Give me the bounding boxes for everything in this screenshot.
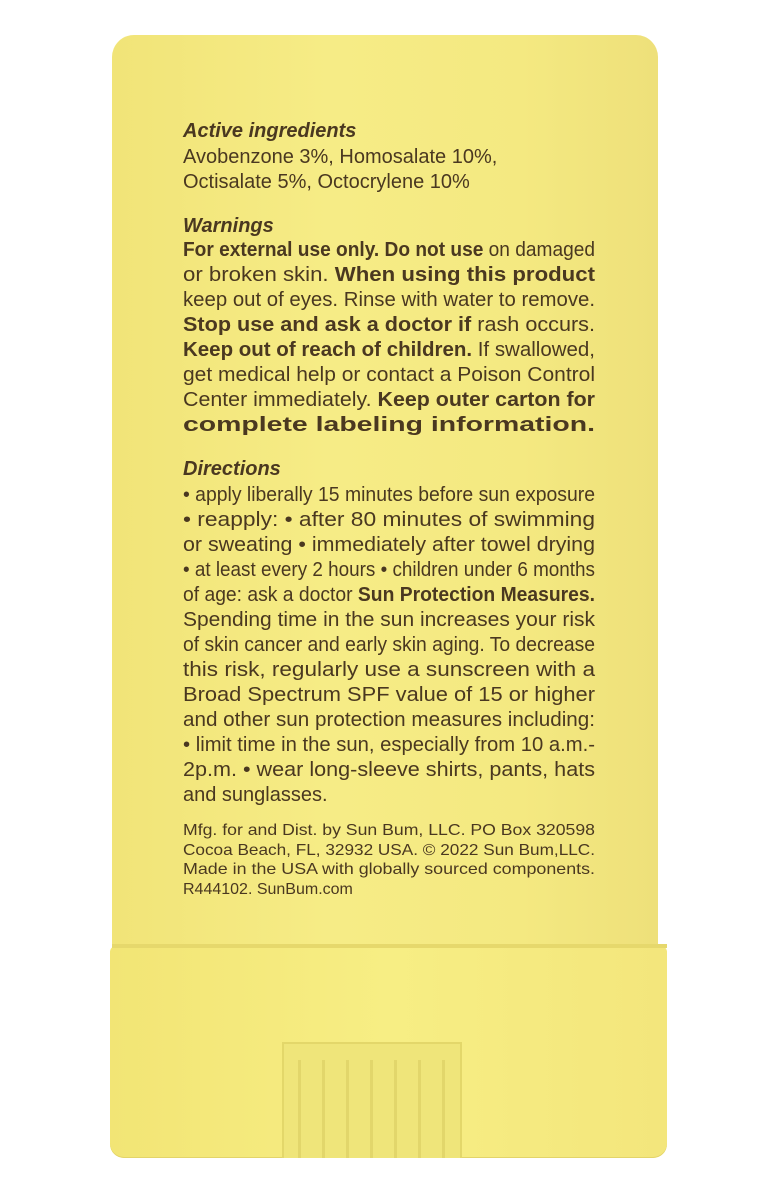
- knob-rib: [346, 1060, 349, 1158]
- warning-line: [183, 314, 595, 337]
- text: Center immediately.: [183, 389, 378, 411]
- text: on damaged: [488, 239, 595, 261]
- warning-line: [183, 264, 595, 287]
- knob-rib: [418, 1060, 421, 1158]
- warning-line: [183, 364, 595, 387]
- direction-line: [183, 509, 595, 532]
- warning-line: [183, 389, 595, 412]
- text: 2p.m. • wear long-sleeve shirts, pants, hats: [183, 759, 595, 781]
- text: • apply liberally 15 minutes before sun exposure: [183, 484, 595, 506]
- direction-line: [183, 559, 595, 582]
- manufacturer-line: [183, 861, 595, 879]
- direction-line: [183, 659, 595, 682]
- bold-text: Keep out of reach of children.: [183, 339, 478, 361]
- bold-text: Stop use and ask a doctor if: [183, 314, 478, 336]
- bold-text: Keep outer carton for: [377, 389, 595, 411]
- bold-text: complete labeling information.: [183, 414, 595, 436]
- bold-text: When using this product: [334, 264, 595, 286]
- warnings-heading: Warnings: [183, 215, 274, 237]
- text: Spending time in the sun increases your risk: [183, 609, 595, 631]
- text: • reapply: • after 80 minutes of swimming: [183, 509, 595, 531]
- text: Octisalate 5%, Octocrylene 10%: [183, 171, 470, 193]
- directions-heading: Directions: [183, 458, 281, 480]
- direction-line: [183, 684, 595, 707]
- text: or broken skin.: [183, 264, 335, 286]
- text: • limit time in the sun, especially from 10 a.m.-: [183, 734, 595, 756]
- text: and sunglasses.: [183, 784, 328, 806]
- text: Avobenzone 3%, Homosalate 10%,: [183, 146, 498, 168]
- text: • at least every 2 hours • children under 6 months: [183, 559, 595, 581]
- manufacturer-line: [183, 822, 595, 840]
- knob-rib: [394, 1060, 397, 1158]
- active-ingredient-line: [183, 146, 497, 169]
- direction-line: [183, 634, 595, 657]
- text: Broad Spectrum SPF value of 15 or higher: [183, 684, 595, 706]
- manufacturer-line: [183, 881, 353, 899]
- active-ingredient-line: [183, 171, 470, 194]
- text: or sweating • immediately after towel drying: [183, 534, 595, 556]
- direction-line: [183, 609, 595, 632]
- text: get medical help or contact a Poison Control: [183, 364, 595, 386]
- direction-line: [183, 784, 328, 807]
- knob-rib: [322, 1060, 325, 1158]
- direction-line: [183, 534, 595, 557]
- bold-text: For external use only. Do not use: [183, 239, 489, 261]
- knob-rib: [370, 1060, 373, 1158]
- direction-line: [183, 709, 595, 732]
- text: R444102. SunBum.com: [183, 880, 353, 898]
- text: of skin cancer and early skin aging. To decrease: [183, 634, 595, 656]
- direction-line: [183, 759, 595, 782]
- text: rash occurs.: [477, 314, 595, 336]
- cap-seam: [112, 944, 667, 948]
- warning-line: [183, 239, 595, 262]
- warning-line: [183, 289, 595, 312]
- text: of age: ask a doctor: [183, 584, 358, 606]
- text: keep out of eyes. Rinse with water to remove.: [183, 289, 595, 311]
- direction-line: [183, 734, 595, 757]
- direction-line: [183, 484, 595, 507]
- text: Cocoa Beach, FL, 32932 USA. © 2022 Sun Bum,LLC.: [183, 841, 595, 859]
- text: If swallowed,: [477, 339, 595, 361]
- active-ingredients-heading: Active ingredients: [183, 120, 357, 142]
- manufacturer-line: [183, 842, 595, 860]
- twist-knob: [282, 1042, 462, 1158]
- knob-rib: [298, 1060, 301, 1158]
- text: this risk, regularly use a sunscreen with a: [183, 659, 595, 681]
- warning-line: [183, 414, 595, 437]
- knob-rib: [442, 1060, 445, 1158]
- text: Mfg. for and Dist. by Sun Bum, LLC. PO Box 320598: [183, 822, 595, 839]
- direction-line: [183, 584, 595, 607]
- text: Made in the USA with globally sourced components.: [183, 861, 595, 878]
- bold-text: Sun Protection Measures.: [357, 584, 595, 606]
- text: and other sun protection measures including:: [183, 709, 595, 731]
- warning-line: [183, 339, 595, 362]
